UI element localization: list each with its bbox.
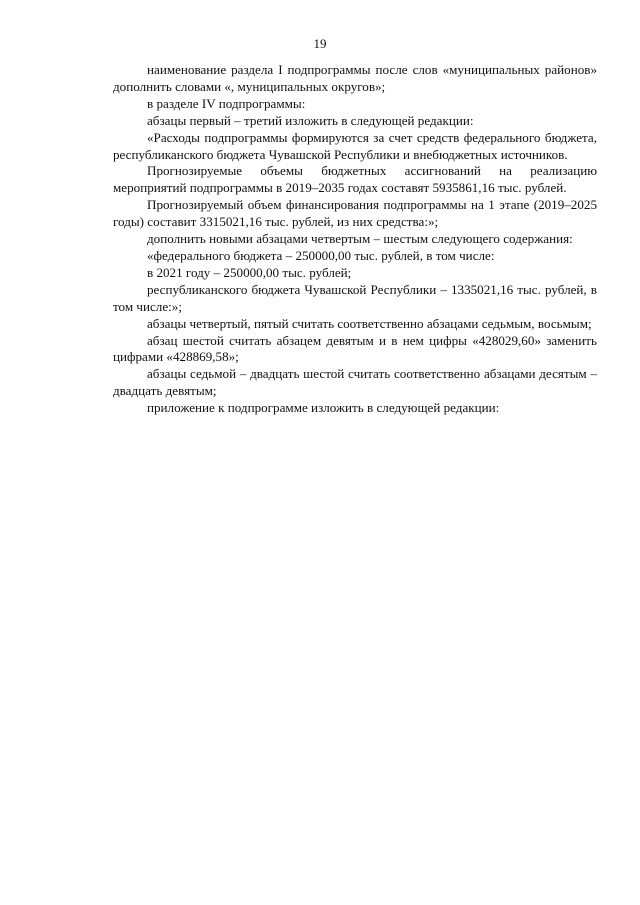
page-number: 19 [313,36,327,51]
paragraph-sixth-figures-replace: абзац шестой считать абзацем девятым и в нем цифры «428029,60» заменить цифрами «428869,58»; [113,332,597,365]
paragraph-renumber-7-26: абзацы седьмой – двадцать шестой считать соответственно абзацами десятым – двадцать девятым; [113,366,597,399]
paragraph-federal-budget: «федерального бюджета – 250000,00 тыс. рублей, в том числе: [147,247,495,263]
paragraph-section-iv: в разделе IV подпрограммы: [147,95,306,111]
paragraph-expenses-sources: «Расходы подпрограммы формируются за счет средств федерального бюджета, республиканского бюджета Чувашской Республики и внебюджетных источников. [113,129,597,162]
paragraph-section-title-amendment: наименование раздела I подпрограммы после слов «муниципальных районов» дополнить словами «, муниципальных округов»; [113,62,597,94]
paragraph-first-third-new-wording: абзацы первый – третий изложить в следующей редакции: [147,112,474,128]
paragraph-appendix-new-wording: приложение к подпрограмме изложить в следующей редакции: [147,400,500,416]
document-body [113,62,597,417]
paragraph-stage-one-funding: Прогнозируемый объем финансирования подпрограммы на 1 этапе (2019–2025 годы) составит 3315021,16 тыс. рублей, из них средства:»; [113,197,597,230]
paragraph-republican-budget: республиканского бюджета Чувашской Республики – 1335021,16 тыс. рублей, в том числе:»; [113,281,597,314]
paragraph-renumber-4-5: абзацы четвертый, пятый считать соответственно абзацами седьмым, восьмым; [147,315,592,331]
paragraph-year-2021: в 2021 году – 250000,00 тыс. рублей; [147,264,352,280]
paragraph-add-new-paragraphs: дополнить новыми абзацами четвертым – шестым следующего содержания: [147,231,573,247]
paragraph-forecast-allocations: Прогнозируемые объемы бюджетных ассигнований на реализацию мероприятий подпрограммы в 2019–2035 годах составят 5935861,16 тыс. рублей. [113,163,597,196]
